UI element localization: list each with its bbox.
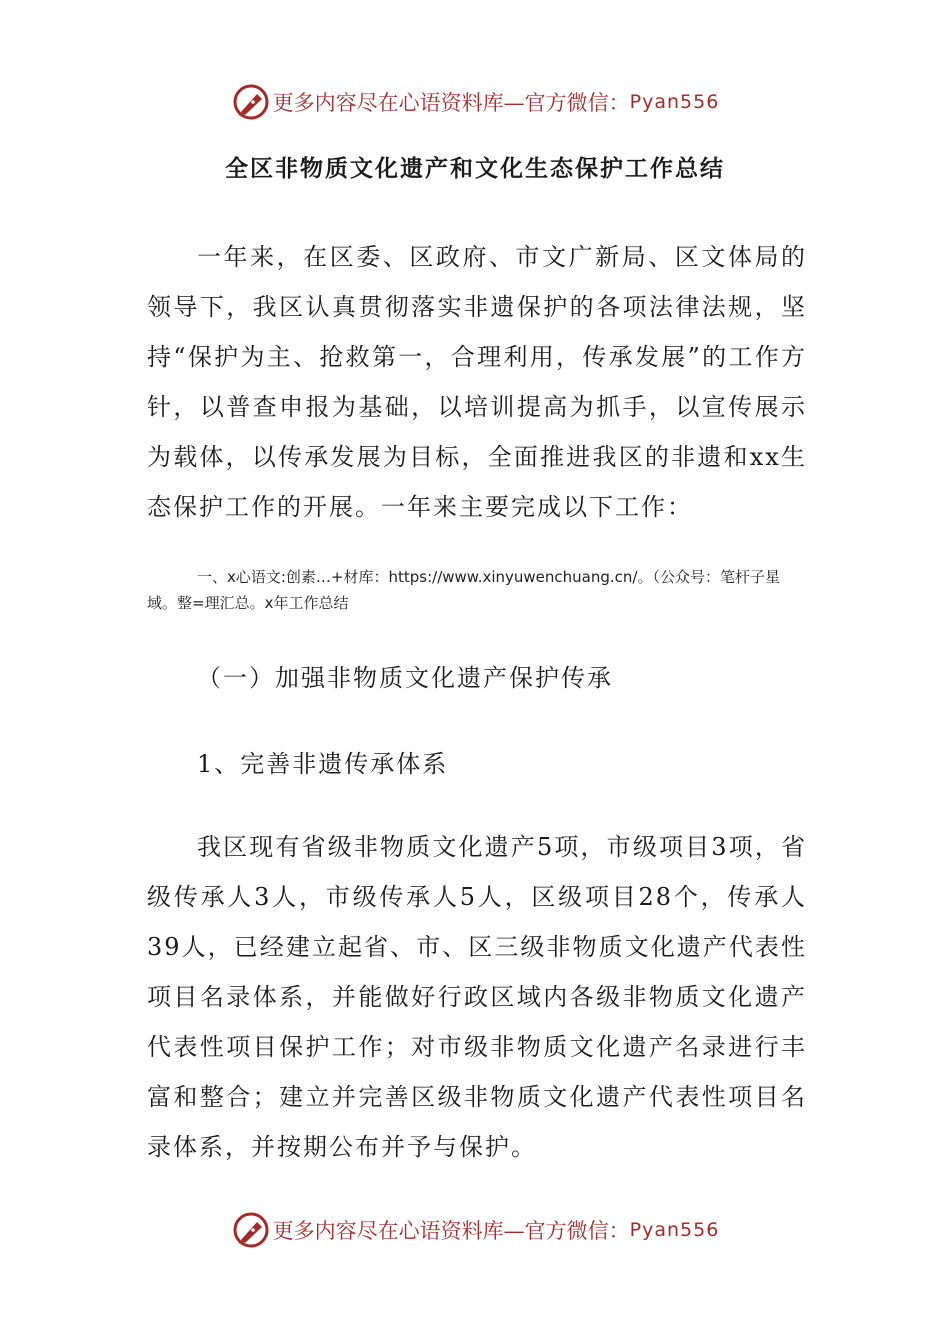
subsection-heading: 1、完善非遗传承体系 (197, 750, 449, 778)
body-paragraph: 我区现有省级非物质文化遗产5项，市级项目3项，省级传承人3人，市级传承人5人，区级项目28个，传承人39人，已经建立起省、市、区三级非物质文化遗产代表性项目名录体系，并能做好行政区域内各级非物质文化遗产代表性项目保护工作；对市级非物质文化遗产名录进行丰富和整合；建立并完善区级非物质文化遗产代表性项目名录体系，并按期公布并予与保护。 (147, 833, 807, 1161)
source-note: 一、x心语文:创素…+材库：https://www.xinyuwenchuang.cn/。（公众号：笔杆子星域。整=理汇总。x年工作总结 (147, 568, 780, 612)
watermark-text: 更多内容尽在心语资料库—官方微信： (272, 1219, 630, 1243)
page-title: 全区非物质文化遗产和文化生态保护工作总结 (225, 156, 725, 182)
watermark-wechat-id: Pyan556 (629, 1219, 720, 1241)
intro-paragraph: 一年来，在区委、区政府、市文广新局、区文体局的领导下，我区认真贯彻落实非遗保护的各项法律法规，坚持“保护为主、抢救第一，合理利用，传承发展”的工作方针，以普查申报为基础，以培训提高为抓手，以宣传展示为载体，以传承发展为目标，全面推进我区的非遗和xx生态保护工作的开展。一年来主要完成以下工作： (147, 243, 807, 521)
watermark-banner-top (0, 80, 950, 124)
watermark-wechat-id: Pyan556 (629, 91, 720, 113)
section-heading: （一）加强非物质文化遗产保护传承 (197, 664, 613, 692)
watermark-banner-bottom (0, 1208, 950, 1252)
pen-nib-in-circle-icon (231, 1210, 271, 1250)
pen-nib-in-circle-icon (231, 82, 271, 122)
watermark-text: 更多内容尽在心语资料库—官方微信： (272, 91, 630, 115)
